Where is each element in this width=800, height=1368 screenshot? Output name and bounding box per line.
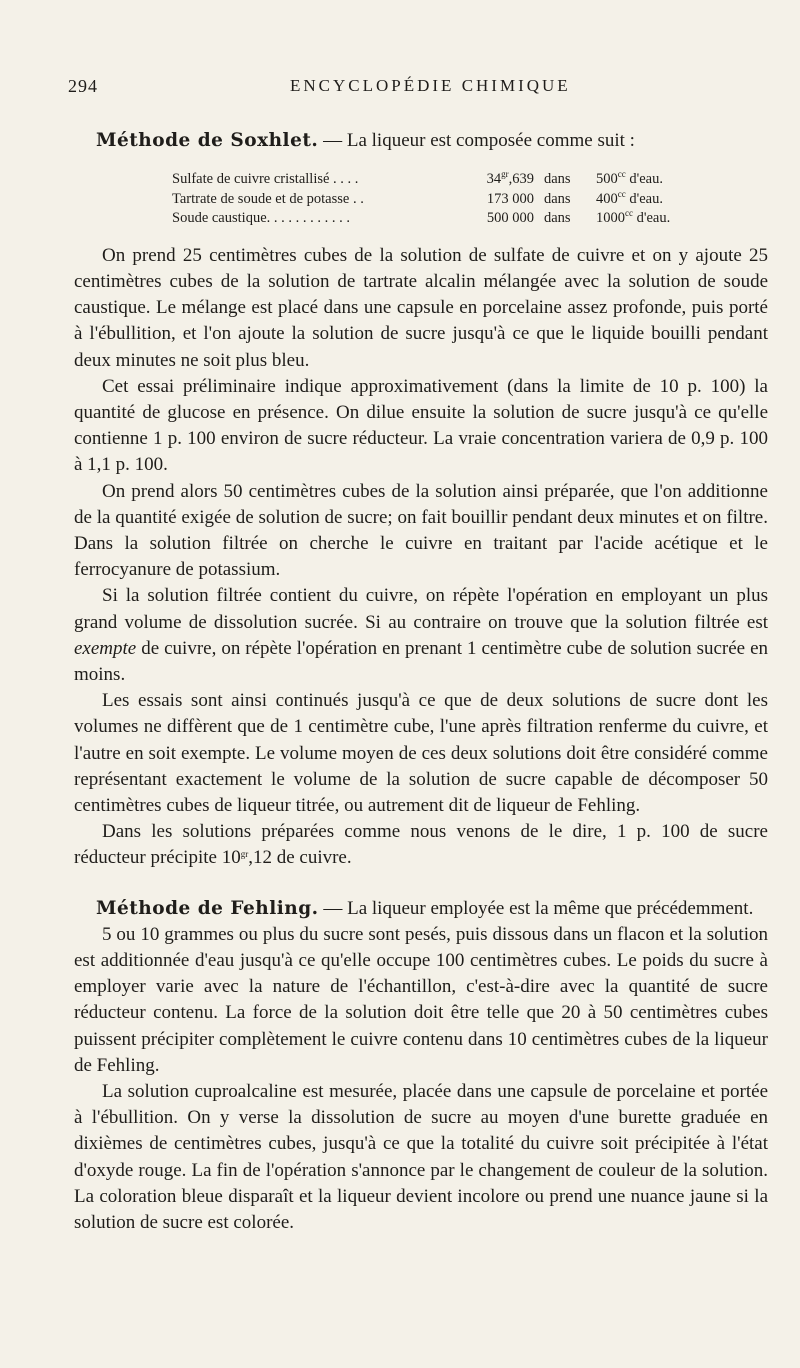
- reagent-quantity-unit: gr: [501, 169, 509, 180]
- fehling-paragraph-1: 5 ou 10 grammes ou plus du sucre sont pesés, puis dissous dans un flacon et la solution est additionnée d'eau jusqu'à ce qu'elle occupe 100 centimètres cubes. Le poids du sucre à employer varie avec la nature de l'échantillon, c'est-à-dire avec la quantité de sucre réducteur contenu. La force de la solution doit être telle que 20 à 50 centimètres cubes puissent précipiter complètement le cuivre contenu dans 10 centimètres cubes de la liqueur de Fehling.: [74, 923, 768, 1076]
- fehling-heading: Méthode de Fehling.: [96, 897, 319, 919]
- soxhlet-intro-text: — La liqueur est composée comme suit :: [318, 130, 635, 151]
- soxhlet-paragraph-5: Les essais sont ainsi continués jusqu'à ce que de deux solutions de sucre dont les volumes ne diffèrent que de 1 centimètre cube, l'une après filtration renferme du cuivre, et l'autre en soit exempte. Le volume moyen de ces deux solutions doit être considéré comme représentant exactement le volume de la solution de sucre capable de décomposer 50 centimètres cubes de liqueur titrée, ou autrement dit de liqueur de Fehling.: [74, 690, 768, 816]
- reagent-volume: [592, 170, 670, 190]
- reagent-quantity-main: 500: [486, 210, 509, 227]
- soxhlet-heading: Méthode de Soxhlet.: [96, 130, 319, 151]
- section-spacer: [74, 872, 768, 896]
- soxhlet-paragraph-4: [74, 583, 768, 688]
- fehling-intro-paragraph: [74, 896, 768, 922]
- soxhlet-paragraph-6: [74, 819, 768, 871]
- soxhlet-paragraph-3: On prend alors 50 centimètres cubes de la solution ainsi préparée, que l'on additionne de la quantité exigée de solution de sucre; on fait bouillir pendant deux minutes et on filtre. Dans la solution filtrée on cherche le cuivre en traitant par l'acide acétique et le ferrocyanure de potassium.: [74, 480, 768, 581]
- reagent-volume-unit: cc: [625, 208, 633, 219]
- soxhlet-paragraph-4-text-a: Si la solution filtrée contient du cuivre, on répète l'opération en employant un plus grand volume de dissolution sucrée. Si au contraire on trouve que la solution filtrée est: [74, 585, 768, 633]
- page-body: [74, 128, 768, 1236]
- soxhlet-paragraph-2: Cet essai préliminaire indique approximativement (dans la limite de 10 p. 100) la quantité de glucose en présence. On dilue ensuite la solution de sucre jusqu'à ce qu'elle contienne 1 p. 100 environ de sucre réducteur. La vraie concentration variera de 0,9 p. 100 à 1,1 p. 100.: [74, 375, 768, 476]
- running-title: ENCYCLOPÉDIE CHIMIQUE: [290, 76, 571, 95]
- reagent-volume-unit: cc: [617, 169, 626, 180]
- reagent-dans: dans: [544, 210, 571, 227]
- reagent-row: [172, 209, 670, 229]
- reagent-volume: [592, 209, 670, 229]
- reagent-quantity-main: 173: [486, 190, 509, 207]
- reagent-table: [172, 170, 670, 229]
- reagent-volume-solvent: d'eau.: [625, 190, 663, 207]
- reagent-row: [172, 170, 670, 190]
- page-number: 294: [68, 76, 98, 96]
- reagent-quantity-decimal: ,639: [508, 171, 534, 188]
- page-header: [68, 76, 758, 104]
- reagent-quantity: [462, 209, 544, 229]
- reagent-volume-unit: cc: [617, 188, 626, 199]
- reagent-quantity: [462, 190, 544, 210]
- soxhlet-paragraph-1: On prend 25 centimètres cubes de la solution de sulfate de cuivre et on y ajoute 25 centimètres cubes de la solution de tartrate alcalin mélangée avec la solution de soude caustique. Le mélange est placé dans une capsule en porcelaine assez profonde, puis porté à l'ébullition, et l'on ajoute la solution de sucre jusqu'à ce que le liquide bouilli pendant deux minutes ne soit plus bleu.: [74, 244, 768, 371]
- reagent-name: Soude caustique. . . . . . . . . . . .: [172, 210, 351, 227]
- fehling-paragraph-2: La solution cuproalcaline est mesurée, placée dans une capsule de porcelaine et portée à l'ébullition. On y verse la dissolution de sucre au moyen d'une burette graduée en dixièmes de centimètres cubes, jusqu'à ce que la totalité du cuivre soit précipitée à l'état d'oxyde rouge. La fin de l'opération s'annonce par le changement de couleur de la solution. La coloration bleue disparaît et la liqueur devient incolore ou prend une nuance jaune si la solution de sucre est colorée.: [74, 1081, 768, 1234]
- soxhlet-paragraph-6-text-b: ,12 de cuivre.: [248, 847, 352, 869]
- reagent-quantity: [462, 170, 544, 190]
- reagent-volume-value: 1000: [596, 210, 625, 227]
- reagent-volume-value: 400: [596, 190, 618, 207]
- reagent-row: [172, 190, 670, 210]
- reagent-quantity-decimal: 000: [508, 210, 534, 227]
- reagent-name: Sulfate de cuivre cristallisé . . . .: [172, 171, 359, 188]
- soxhlet-intro-paragraph: [74, 128, 768, 154]
- soxhlet-paragraph-4-text-b: de cuivre, on répète l'opération en prenant 1 centimètre cube de solution sucrée en moins.: [74, 637, 768, 685]
- soxhlet-paragraph-4-emphasis: exempte: [74, 637, 137, 659]
- fehling-intro-text: — La liqueur employée est la même que précédemment.: [318, 897, 754, 919]
- soxhlet-paragraph-6-text-a: Dans les solutions préparées comme nous venons de le dire, 1 p. 100 de sucre réducteur précipite 10: [74, 821, 768, 869]
- reagent-dans: dans: [544, 190, 571, 207]
- soxhlet-paragraph-6-unit: gr: [240, 849, 249, 860]
- reagent-dans: dans: [544, 171, 571, 188]
- section-soxhlet: [74, 128, 768, 872]
- reagent-volume-solvent: d'eau.: [633, 210, 671, 227]
- section-fehling: [74, 896, 768, 1237]
- reagent-quantity-decimal: 000: [508, 190, 534, 207]
- reagent-quantity-main: 34: [486, 171, 502, 188]
- reagent-name: Tartrate de soude et de potasse . .: [172, 190, 364, 207]
- reagent-volume-value: 500: [596, 171, 618, 188]
- reagent-volume: [592, 190, 670, 210]
- reagent-volume-solvent: d'eau.: [625, 171, 663, 188]
